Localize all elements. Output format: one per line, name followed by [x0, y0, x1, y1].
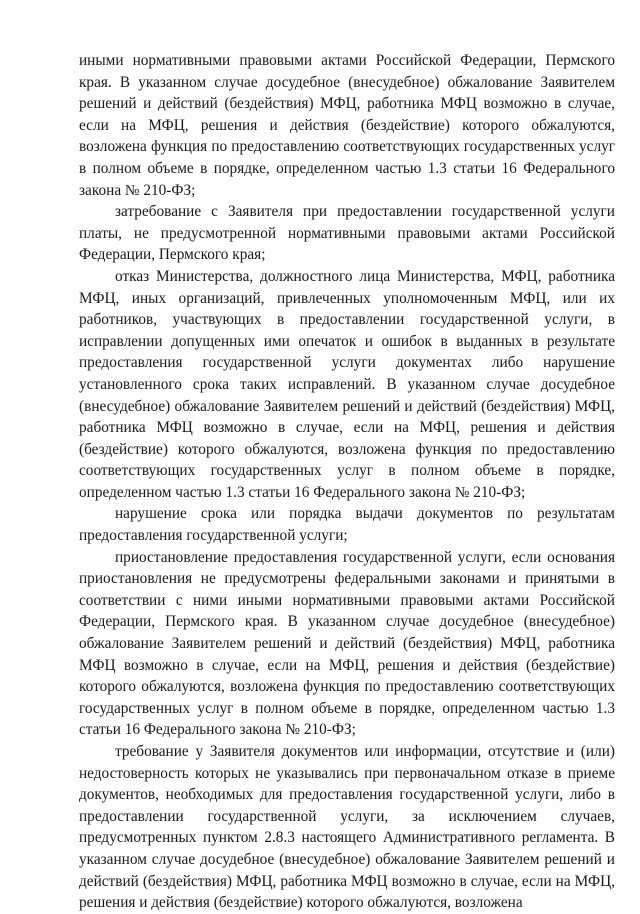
- paragraph-fee-demand: затребование с Заявителя при предоставлении государственной услуги платы, не предусмотренной нормативными правовыми актами Российской Федерации, Пермского края;: [79, 203, 615, 264]
- paragraph-delivery-violation: нарушение срока или порядка выдачи документов по результатам предоставления государственной услуги;: [79, 505, 615, 545]
- paragraph-suspension-of-service: приостановление предоставления государственной услуги, если основания приостановления не предусмотрены федеральными законами и принятыми в соответствии с ними иными нормативными правовыми актами Российской Федерации, Пермского края. В указанном случае досудебное (внесудебное) обжалование Заявителем решений и действий (бездействия) МФЦ, работника МФЦ возможно в случае, если на МФЦ, решения и действия (бездействие) которого обжалуются, возложена функция по предоставлению соответствующих государственных услуг в полном объеме в порядке, определенном частью 1.3 статьи 16 Федерального закона № 210-ФЗ;: [79, 548, 615, 739]
- document-body: [79, 50, 615, 914]
- paragraph-unlisted-documents-demand: требование у Заявителя документов или информации, отсутствие и (или) недостоверность которых не указывались при первоначальном отказе в приеме документов, необходимых для предоставления государственной услуги, либо в предоставлении государственной услуги, за исключением случаев, предусмотренных пунктом 2.8.3 настоящего Административного регламента. В указанном случае досудебное (внесудебное) обжалование Заявителем решений и действий (бездействия) МФЦ, работника МФЦ возможно в случае, если на МФЦ, решения и действия (бездействие) которого обжалуются, возложена: [79, 743, 615, 912]
- paragraph-refusal-to-correct-errors: отказ Министерства, должностного лица Министерства, МФЦ, работника МФЦ, иных организаций, привлеченных уполномоченным МФЦ, или их работников, участвующих в предоставлении государственной услуги, в исправлении допущенных ими опечаток и ошибок в выданных в результате предоставления государственной услуги документах либо нарушение установленного срока таких исправлений. В указанном случае досудебное (внесудебное) обжалование Заявителем решений и действий (бездействия) МФЦ, работника МФЦ возможно в случае, если на МФЦ, решения и действия (бездействие) которого обжалуются, возложена функция по предоставлению соответствующих государственных услуг в полном объеме в порядке, определенном частью 1.3 статьи 16 Федерального закона № 210-ФЗ;: [79, 267, 615, 501]
- paragraph-continuation-appeal-mfc: иными нормативными правовыми актами Российской Федерации, Пермского края. В указанном случае досудебное (внесудебное) обжалование Заявителем решений и действий (бездействия) МФЦ, работника МФЦ возможно в случае, если на МФЦ, решения и действия (бездействие) которого обжалуются, возложена функция по предоставлению соответствующих государственных услуг в полном объеме в порядке, определенном частью 1.3 статьи 16 Федерального закона № 210-ФЗ;: [79, 52, 615, 199]
